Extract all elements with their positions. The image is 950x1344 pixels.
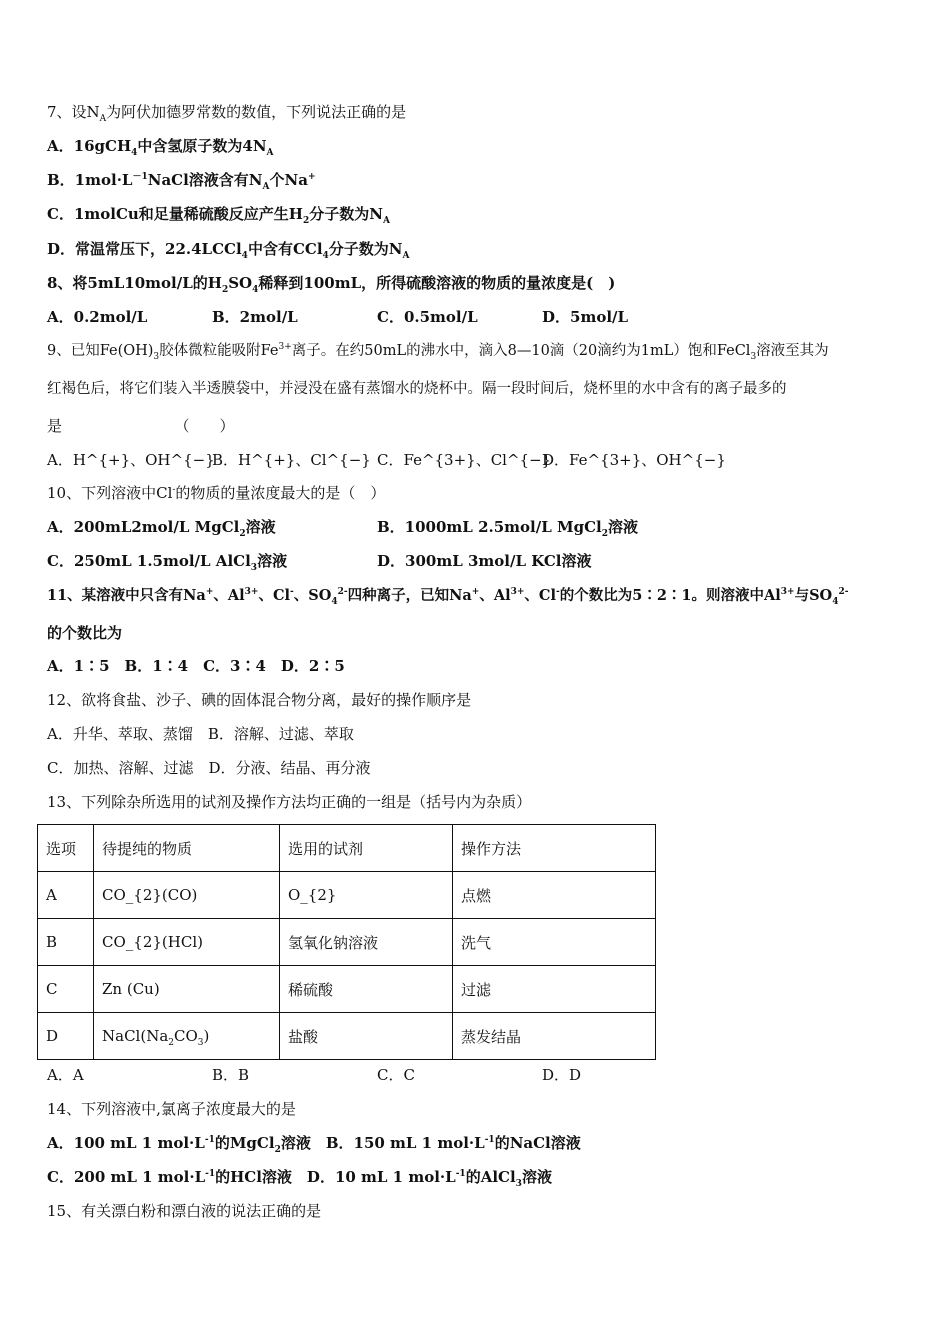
q8-option-d: D．5mol/L [542,308,629,326]
table-row [38,966,656,1013]
subscript: A [402,251,410,261]
subscript: A [262,182,270,192]
table-row [38,919,656,966]
subscript: 4 [252,285,259,295]
q12-options-line-2: C．加热、溶解、过滤 D．分液、结晶、再分液 [47,759,371,777]
table-cell: 蒸发结晶 [453,1013,656,1060]
q11-options: A．1∶5 B．1∶4 C．3∶4 D．2∶5 [47,657,345,675]
table-cell: 氢氧化钠溶液 [280,919,453,966]
subscript: 2 [221,285,229,295]
table-cell: $NaCl(Na_2CO_3)$ [94,1013,280,1060]
table-cell: 点燃 [453,872,656,919]
table-row [38,872,656,919]
table-header: 选项 [38,825,94,872]
q12-options-line-1: A．升华、萃取、蒸馏 B．溶解、过滤、萃取 [47,725,354,743]
superscript: -1 [204,1135,215,1145]
table-cell: Zn (Cu) [94,966,280,1013]
table-row [38,1013,656,1060]
superscript: 2- [838,587,849,598]
q8-option-b: B．2mol/L [212,308,298,326]
q10-option-d: D．300mL 3mol/L KCl溶液 [377,552,592,570]
q9-option-b: B．H^{+}、Cl^{−} [212,451,371,469]
q9-option-c: C．Fe^{3+}、Cl^{−} [377,451,552,469]
superscript: 2- [337,587,348,598]
subscript: 2 [168,1038,174,1048]
subscript: A [266,148,274,158]
table-cell: 盐酸 [280,1013,453,1060]
superscript: + [471,587,480,598]
q15-stem: 15、有关漂白粉和漂白液的说法正确的是 [47,1202,322,1220]
q7-option-d: D．常温常压下，22.4LCCl$_4$中含有CCl$_4$分子数为$N_A$ [47,240,410,261]
table-cell: 过滤 [453,966,656,1013]
subscript: 3 [515,1179,522,1189]
table-cell: CO_{2}(HCl) [94,919,280,966]
q13-option-b: B．B [212,1066,250,1084]
q14-options-line-1: A．100 mL 1 $mol\cdot L^{-1}$的MgCl$_2$溶液 B．150 mL 1 $mol\cdot L^{-1}$的NaCl溶液 [47,1134,581,1155]
q14-options-line-2: C．200 mL 1 $mol\cdot L^{-1}$的HCl溶液 D．10 mL 1 $mol\cdot L^{-1}$的AlCl$_3$溶液 [47,1168,552,1189]
subscript: 3 [250,563,258,573]
q13-option-c: C．C [377,1066,415,1084]
subscript: 2 [239,529,246,539]
q9-stem-line-3: 是 （ ） [47,417,235,435]
subscript: 4 [832,596,839,607]
superscript: - [172,485,176,495]
q7-stem: 7、设$N_A$为阿伏加德罗常数的数值，下列说法正确的是 [47,103,407,124]
q10-option-a: A．200mL2mol/L MgCl$_2$溶液 [47,518,276,539]
q11-stem-line-2: 的个数比为 [47,624,123,642]
table-cell: B [38,919,94,966]
subscript: 4 [322,251,329,261]
q9-option-a: A．H^{+}、OH^{−} [47,451,215,469]
q10-option-b: B．1000mL 2.5mol/L MgCl$_2$溶液 [377,518,638,539]
subscript: A [99,114,107,124]
superscript: -1 [205,1169,216,1179]
q9-stem-line-1: 9、已知$Fe(OH)_3$胶体微粒能吸附$Fe^{3+}$离子。在约50mL的沸水中，滴入8—10滴（20滴约为1mL）饱和FeCl$_3$溶液至其为 [47,342,829,362]
superscript: - [290,587,294,598]
table-header: 操作方法 [453,825,656,872]
subscript: 2 [601,529,608,539]
subscript: 4 [331,596,338,607]
q7-option-c: C．1molCu和足量稀硫酸反应产生$H_2$分子数为$N_A$ [47,205,390,226]
subscript: 3 [197,1038,204,1048]
subscript: 2 [274,1145,281,1155]
q13-table [37,824,656,1060]
subscript: 2 [302,216,310,226]
table-cell: D [38,1013,94,1060]
subscript: A [382,216,390,226]
superscript: + [307,172,316,182]
q14-stem: 14、下列溶液中,氯离子浓度最大的是 [47,1100,296,1118]
superscript: -1 [484,1135,495,1145]
superscript: + [205,587,214,598]
table-cell: O_{2} [280,872,453,919]
q7-option-a: A．16gCH$_4$中含氢原子数为$4N_A$ [47,137,274,158]
q8-option-c: C．0.5mol/L [377,308,478,326]
superscript: 3+ [510,587,525,598]
superscript: 3+ [278,342,292,353]
q7-option-b: B．$1mol\cdot L^{-1}NaCl$溶液含有$N_A$个Na+ [47,171,316,192]
superscript: 3+ [244,587,259,598]
superscript: 3+ [780,587,795,598]
superscript: - [555,587,560,598]
q9-stem-line-2: 红褐色后，将它们装入半透膜袋中，并浸没在盛有蒸馏水的烧杯中。隔一段时间后，烧杯里的水中含有的离子最多的 [47,381,787,397]
superscript: －1 [132,172,148,182]
q12-stem: 12、欲将食盐、沙子、碘的固体混合物分离，最好的操作顺序是 [47,691,472,709]
q13-option-a: A．A [47,1066,84,1084]
table-cell: CO_{2}(CO) [94,872,280,919]
q13-stem: 13、下列除杂所选用的试剂及操作方法均正确的一组是（括号内为杂质） [47,793,532,811]
subscript: 4 [131,148,138,158]
q10-stem: 10、下列溶液中Cl-的物质的量浓度最大的是（ ） [47,484,386,502]
table-header: 选用的试剂 [280,825,453,872]
q11-stem-line-1: 11、某溶液中只含有Na+、$Al^{3+}$、Cl-、$SO_4^{2-}$四种离子，已知Na+、$Al^{3+}$、Cl-的个数比为5∶2∶1。则溶液中$Al^{3+}$与$SO_4^{2-}$ [47,587,849,607]
table-cell: C [38,966,94,1013]
q10-option-c: C．250mL 1.5mol/L AlCl$_3$溶液 [47,552,288,573]
q8-option-a: A．0.2mol/L [47,308,148,326]
table-cell: A [38,872,94,919]
table-header-row [38,825,656,872]
subscript: 3 [750,351,757,362]
superscript: -1 [455,1169,466,1179]
q13-option-d: D．D [542,1066,582,1084]
subscript: 4 [241,251,248,261]
table-cell: 稀硫酸 [280,966,453,1013]
q8-stem: 8、将5mL10mol/L的$H_2SO_4$稀释到100mL，所得硫酸溶液的物质的量浓度是( ) [47,274,616,295]
q9-option-d: D．Fe^{3+}、OH^{−} [542,451,726,469]
table-header: 待提纯的物质 [94,825,280,872]
table-cell: 洗气 [453,919,656,966]
subscript: 3 [153,351,160,362]
